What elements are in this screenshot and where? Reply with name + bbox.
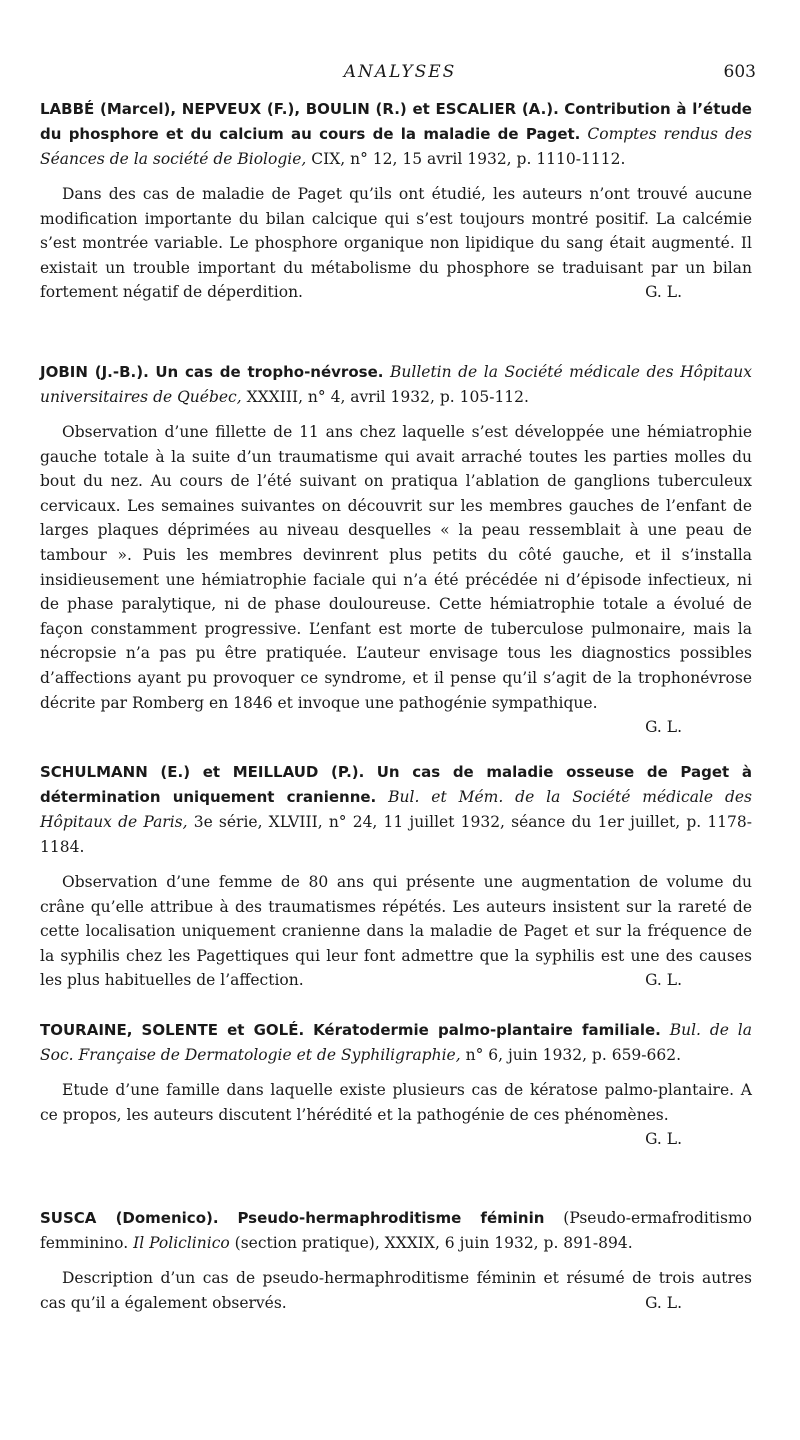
entry-source: Il Policlinico bbox=[133, 1234, 230, 1252]
entry-abstract bbox=[40, 1078, 752, 1127]
entry-details: XXXIII, n° 4, avril 1932, p. 105-112. bbox=[246, 388, 529, 406]
entry-authors: TOURAINE, SOLENTE et GOLÉ. bbox=[40, 1021, 305, 1039]
entry-title: Un cas de maladie osseuse de Paget à détermination uniquement cranienne. bbox=[40, 763, 752, 806]
abstract-text: Observation d’une femme de 80 ans qui présente une augmentation de volume du crâne qu’elle attribue à des traumatismes répétés. Les auteurs insistent sur la rareté de cette localisation uniquement cranienne dans la maladie de Paget et sur la fréquence de la syphilis chez les Pagettiques qui leur font admettre que la syphilis est une des causes les plus habituelles de l’affection. bbox=[40, 873, 752, 990]
entry-abstract bbox=[40, 420, 752, 715]
reference bbox=[40, 760, 752, 860]
reference bbox=[40, 97, 752, 172]
abstract-entry-labbe bbox=[40, 97, 752, 305]
entry-details: CIX, n° 12, 15 avril 1932, p. 1110-1112. bbox=[311, 150, 626, 168]
entry-signature: G. L. bbox=[645, 718, 682, 737]
reference bbox=[40, 1206, 752, 1256]
entry-abstract bbox=[40, 870, 752, 993]
abstract-entry-schulmann bbox=[40, 760, 752, 993]
entry-title: Kératodermie palmo-plantaire familiale. bbox=[313, 1021, 661, 1039]
entry-title: Pseudo-hermaphroditisme féminin bbox=[237, 1209, 545, 1227]
abstract-text: Dans des cas de maladie de Paget qu’ils ont étudié, les auteurs n’ont trouvé aucune modification importante du bilan calcique qui s’est toujours montré positif. La calcémie s’est montrée variable. Le phosphore organique non lipidique du sang était augmenté. Il existait un trouble important du métabolisme du phosphore se traduisant par un bilan fortement négatif de déperdition. bbox=[40, 185, 752, 302]
page-number: 603 bbox=[723, 62, 756, 82]
abstract-text: Observation d’une fillette de 11 ans chez laquelle s’est développée une hémiatrophie gauche totale à la suite d’un traumatisme qui avait arraché toutes les parties molles du bout du nez. Au cours de l’été suivant on pratiqua l’ablation de ganglions tuberculeux cervicaux. Les semaines suivantes on découvrit sur les membres gauches de l’enfant de larges plaques déprimées au niveau desquelles « la peau ressemblait à une peau de tambour ». Puis les membres devinrent plus petits du côté gauche, et il s’installa insidieusement une hémiatrophie faciale qui n’a été précédée ni d’épisode infectieux, ni de phase paralytique, ni de phase douloureuse. Cette hémiatrophie totale a évolué de façon constamment progressive. L’enfant est morte de tuberculose pulmonaire, mais la nécropsie n’a pas pu être pratiquée. L’auteur envisage tous les diagnostics possibles d’affections ayant pu provoquer ce syndrome, et il pense qu’il s’agit de la trophonévrose décrite par Romberg en 1846 et invoque une pathogénie sympathique. bbox=[40, 423, 752, 712]
entry-authors: JOBIN (J.-B.). bbox=[40, 363, 149, 381]
entry-signature: G. L. bbox=[645, 971, 682, 990]
entry-authors: LABBÉ (Marcel), NEPVEUX (F.), BOULIN (R.) et ESCALIER (A.). bbox=[40, 100, 559, 118]
reference bbox=[40, 360, 752, 410]
entry-title: Un cas de tropho-névrose. bbox=[155, 363, 384, 381]
entry-authors: SCHULMANN (E.) et MEILLAUD (P.). bbox=[40, 763, 365, 781]
reference bbox=[40, 1018, 752, 1068]
entry-source: Bul. et Mém. de la Société médicale des Hôpitaux de Paris, bbox=[40, 788, 752, 831]
abstract-entry-jobin bbox=[40, 360, 752, 739]
abstract-text: Description d’un cas de pseudo-hermaphroditisme féminin et résumé de trois autres cas qu’il a également observés. bbox=[40, 1269, 752, 1312]
entry-subtitle: (Pseudo-ermafroditismo femminino. bbox=[40, 1209, 752, 1252]
entry-authors: SUSCA (Domenico). bbox=[40, 1209, 219, 1227]
entry-source: Bulletin de la Société médicale des Hôpitaux universitaires de Québec, bbox=[40, 363, 752, 406]
running-head bbox=[40, 62, 760, 86]
entry-signature: G. L. bbox=[645, 1293, 682, 1312]
abstract-text: Etude d’une famille dans laquelle existe plusieurs cas de kératose palmo-plantaire. A ce propos, les auteurs discutent l’hérédité et la pathogénie de ces phénomènes. bbox=[40, 1081, 752, 1124]
entry-abstract bbox=[40, 182, 752, 305]
abstract-entry-susca bbox=[40, 1206, 752, 1315]
abstract-entry-touraine bbox=[40, 1018, 752, 1151]
entry-title: Contribution à l’étude du phosphore et du calcium au cours de la maladie de Paget. bbox=[40, 100, 752, 143]
entry-signature: G. L. bbox=[645, 283, 682, 302]
entry-details: (section pratique), XXXIX, 6 juin 1932, p. 891-894. bbox=[234, 1234, 633, 1252]
entry-signature: G. L. bbox=[645, 1130, 682, 1149]
entry-source: Bul. de la Soc. Française de Dermatologie et de Syphiligraphie, bbox=[40, 1021, 752, 1064]
entry-details: 3e série, XLVIII, n° 24, 11 juillet 1932, séance du 1er juillet, p. 1178-1184. bbox=[40, 813, 753, 856]
entry-abstract bbox=[40, 1266, 752, 1315]
entry-source: Comptes rendus des Séances de la société de Biologie, bbox=[40, 125, 752, 168]
running-head-title: ANALYSES bbox=[343, 62, 457, 82]
entry-details: n° 6, juin 1932, p. 659-662. bbox=[465, 1046, 682, 1064]
